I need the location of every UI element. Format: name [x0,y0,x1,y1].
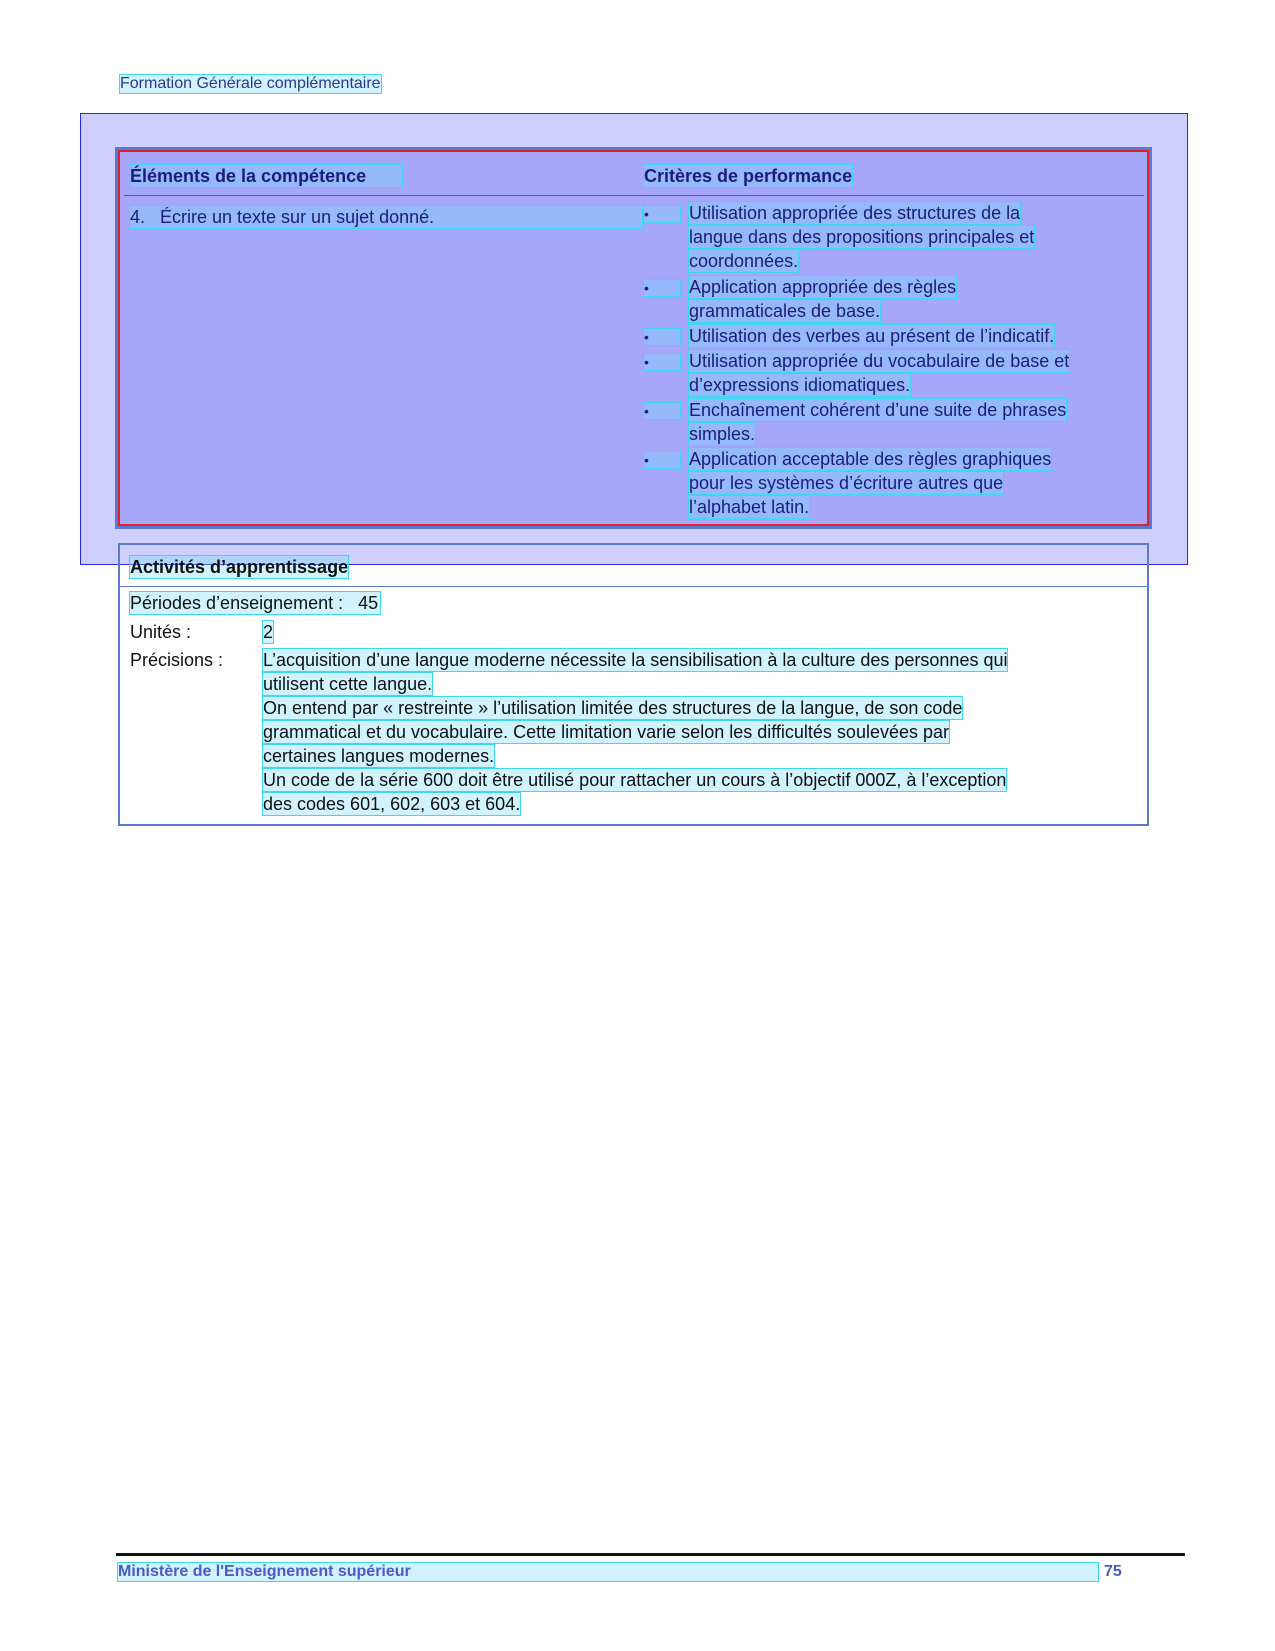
bullet-icon: • [644,280,680,296]
page-number: 75 [1104,1563,1122,1580]
bullet-icon: • [644,206,680,222]
precision-line: On entend par « restreinte » l’utilisation limitée des structures de la langue, de son code [263,698,963,718]
bullet-icon: • [644,329,680,345]
precision-line: utilisent cette langue. [263,674,433,694]
units-label: Unités : [130,622,192,642]
competence-element [130,206,642,228]
criterion-line: Application acceptable des règles graphiques [689,449,1052,469]
precision-line: certaines langues modernes. [263,746,495,766]
criterion-line: Enchaînement cohérent d’une suite de phrases [689,400,1067,420]
criterion-line: d’expressions idiomatiques. [689,375,911,395]
footer-ministry: Ministère de l'Enseignement supérieur [118,1563,1098,1581]
criterion-line: grammaticales de base. [689,301,881,321]
criterion-line: l’alphabet latin. [689,497,810,517]
criterion-line: Utilisation appropriée du vocabulaire de base et [689,351,1070,371]
criterion-line: Application appropriée des règles [689,277,957,297]
element-text: Écrire un texte sur un sujet donné. [160,207,435,227]
criterion-line: simples. [689,424,756,444]
periods-label: Périodes d’enseignement : [130,593,344,613]
footer-rule [116,1553,1185,1556]
bullet-icon: • [644,354,680,370]
precision-line: des codes 601, 602, 603 et 604. [263,794,521,814]
column-heading-elements: Éléments de la compétence [130,165,402,187]
precision-line: grammatical et du vocabulaire. Cette limitation varie selon les difficultés soulevées par [263,722,950,742]
criterion-line: coordonnées. [689,251,799,271]
activities-divider [120,586,1147,587]
page-header: Formation Générale complémentaire [120,75,381,92]
criterion-line: pour les systèmes d’écriture autres que [689,473,1004,493]
criterion-line: langue dans des propositions principales et [689,227,1035,247]
precisions-label: Précisions : [130,650,224,670]
column-heading-criteres: Critères de performance [644,166,853,186]
periods-row [130,592,380,614]
criterion-line: Utilisation appropriée des structures de la [689,203,1021,223]
bullet-icon: • [644,403,680,419]
activities-heading: Activités d’apprentissage [130,557,349,577]
units-value: 2 [263,622,274,642]
periods-value: 45 [358,593,379,613]
precision-line: Un code de la série 600 doit être utilisé pour rattacher un cours à l’objectif 000Z, à l’exception [263,770,1007,790]
element-number: 4. [130,207,146,227]
bullet-icon: • [644,452,680,468]
precision-line: L’acquisition d’une langue moderne nécessite la sensibilisation à la culture des personnes qui [263,650,1008,670]
criterion-line: Utilisation des verbes au présent de l’indicatif. [689,326,1055,346]
